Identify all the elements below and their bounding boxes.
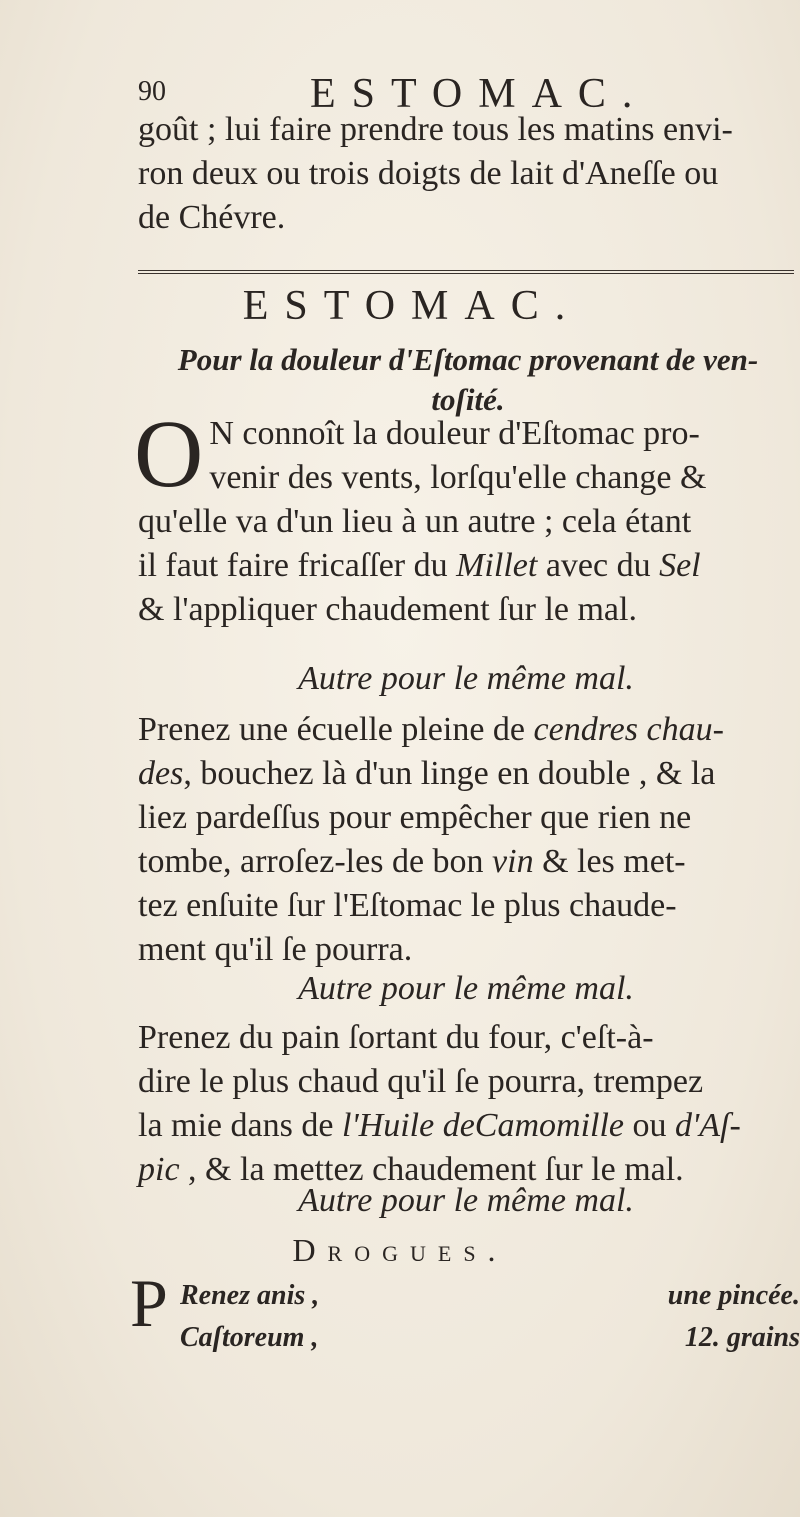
drug-list [130,1265,800,1356]
text-run: Prenez une écuelle pleine de [138,711,534,748]
text-line: N connoît la douleur d'Eſtomac pro- [209,415,700,452]
text-line: dire le plus chaud qu'il ſe pourra, trempez [138,1063,704,1100]
drop-cap: O [134,400,204,507]
text-line: de Chévre. [138,199,286,236]
text-line: Prenez du pain ſortant du four, c'eſt-à- [138,1019,654,1056]
drug-quantity: 12. grains [684,1322,800,1353]
text-line: ron deux ou trois doigts de lait d'Aneſſe ou [138,155,719,192]
text-line: ment qu'il ſe pourra. [138,931,413,968]
drug-row [130,1314,800,1356]
text-run: avec du [537,547,660,584]
text-line [138,544,788,588]
paragraph-bread [138,1016,788,1192]
drug-name: Caſtoreum , [180,1322,319,1353]
text-run: il faut faire fricaſſer du [138,547,457,584]
text-line: & l'appliquer chaudement ſur le mal. [138,591,637,628]
text-line: venir des vents, lorſqu'elle change & [209,459,707,496]
paragraph-symptoms [134,400,788,632]
text-run-italic: Millet [456,547,538,584]
drogues-heading: Drogues. [292,1232,508,1268]
text-line: qu'elle va d'un lieu à un autre ; cela étant [138,503,692,540]
subheading: Autre pour le même mal. [298,1182,634,1219]
recipe-title [138,340,798,420]
text-run-italic: d'Aſ- [675,1107,741,1144]
section-title: ESTOMAC. [242,283,582,329]
drop-cap: P [130,1265,168,1341]
text-run: ou [624,1107,675,1144]
paragraph-ashes [138,708,788,972]
text-line: tez enſuite ſur l'Eſtomac le plus chaude- [138,887,677,924]
text-run: , & la mettez chaudement ſur le mal. [179,1151,684,1188]
drug-name: Renez anis , [180,1280,320,1311]
section-divider [138,270,794,274]
text-run-italic: l'Huile deCamomille [341,1107,624,1144]
text-run-italic: des [138,755,184,792]
text-line [138,840,788,884]
subheading: Autre pour le même mal. [298,970,634,1007]
text-run: la mie dans de [138,1107,342,1144]
drug-quantity: une pincée. [667,1280,800,1311]
text-run: tombe, arroſez-les de bon [138,843,493,880]
text-run-italic: cendres chau- [533,711,724,748]
paragraph-continued [138,108,788,240]
text-run: & les met- [533,843,686,880]
text-line [138,752,788,796]
text-run-italic: pic [138,1151,180,1188]
text-line: goût ; lui faire prendre tous les matins envi- [138,111,733,148]
text-run-italic: vin [492,843,534,880]
text-line: liez pardeſſus pour empêcher que rien ne [138,799,692,836]
text-run: , bouchez là d'un linge en double , & la [183,755,716,792]
page-number: 90 [138,76,166,107]
text-line [138,708,788,752]
recipe-title-line: Pour la douleur d'Eſtomac provenant de ven- [177,342,759,377]
text-line [138,1104,788,1148]
subheading: Autre pour le même mal. [298,660,634,697]
recipe-title-line: toſité. [431,382,505,417]
running-title: ESTOMAC. [310,71,649,117]
drug-row [130,1272,800,1314]
text-run-italic: Sel [659,547,701,584]
